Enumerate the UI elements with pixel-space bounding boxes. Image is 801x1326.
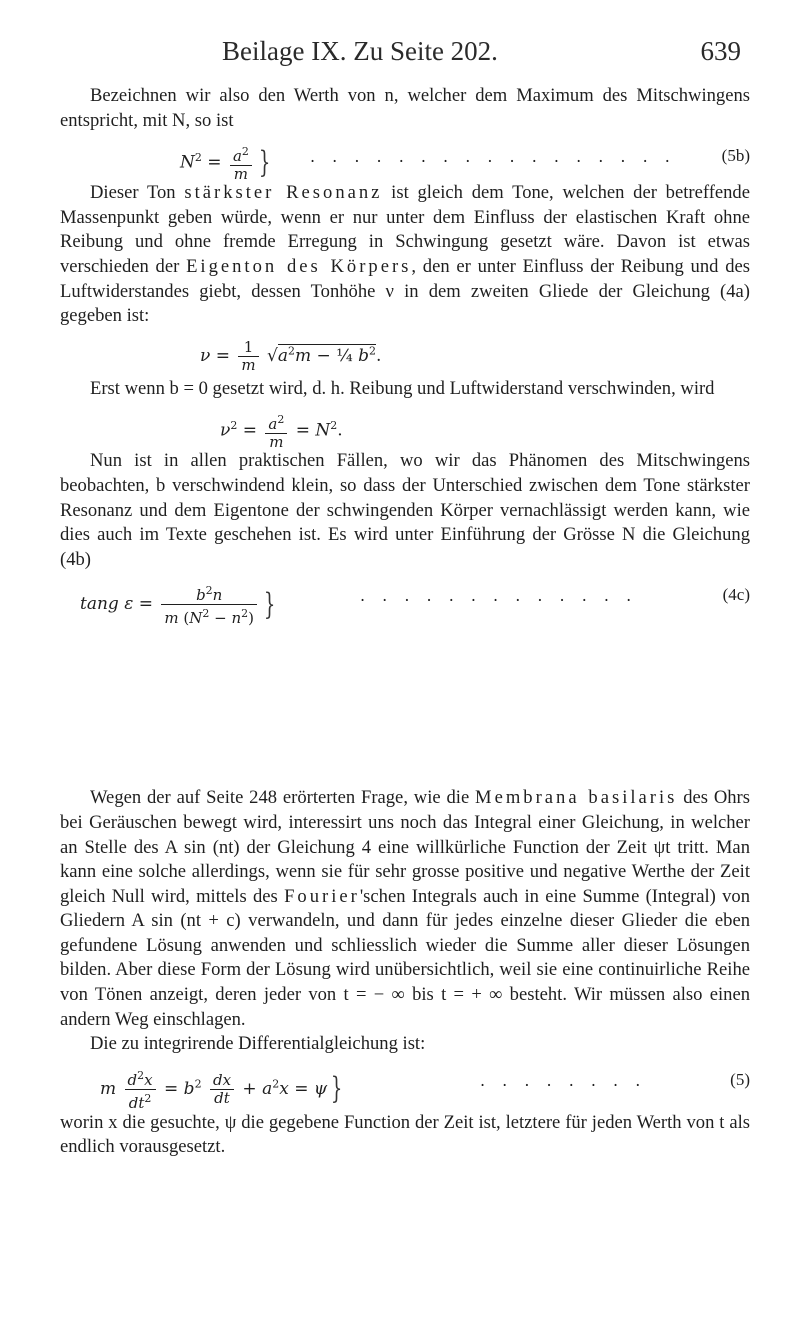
paragraph-3: Erst wenn b = 0 gesetzt wird, d. h. Reibung und Luftwiderstand verschwinden, wird — [90, 377, 715, 399]
equation-4c — [60, 572, 750, 626]
blank-space — [60, 626, 750, 786]
paragraph-1: Bezeichnen wir also den Werth von n, welcher dem Maximum des Mitschwingens entspricht, mit N, so ist — [60, 85, 750, 131]
header-title: Beilage IX. Zu Seite 202. — [222, 36, 498, 66]
equation-nu — [60, 329, 750, 377]
paragraph-4: Nun ist in allen praktischen Fällen, wo wir das Phänomen des Mitschwingens beobachten, b verschwindend klein, so dass der Unterschied zwischen dem Tone stärkster Resonanz und dem Eigentone der schwingenden Körper vernachlässigt werden kann, wie dies auch im Texte geschehen ist. Es wird unter Einführung der Grösse N die Gleichung (4b) — [60, 450, 750, 570]
equation-nu-formula: ν = $\frac{1}{m}$ $√a^2m$ − ¼ $b^2$. — [200, 337, 382, 374]
page-body — [60, 84, 750, 1160]
paragraph-7: worin x die gesuchte, ψ die gegebene Function der Zeit ist, letztere für jeden Werth von t als endlich vorausgesetzt. — [60, 1111, 750, 1158]
page-number: 639 — [700, 36, 741, 66]
equation-leader: . . . . . . . . — [480, 1070, 647, 1090]
equation-number-4c: (4c) — [722, 585, 750, 605]
spaced-term-fourier: Fourier — [284, 885, 360, 907]
paragraph-5: Wegen der auf Seite 248 erörterten Frage, wie die Membrana basilaris des Ohrs bei Geräuschen bewegt wird, interessirt uns noch das Integral einer Gleichung, in welcher an Stelle des A sin (nt) der Gleichung 4 eine willkürliche Function der Zeit ψt tritt. Man kann eine solche allerdings, wenn sie für sehr grosse positive und negative Werthe der Zeit gleich Null wird, mittels des Fourier'schen Integrals auch in eine Summe (Integral) von Gliedern A sin (nt + c) verwandeln, und dann für jedes einzelne dieser Glieder die eben gefundene Lösung anwenden und schliesslich wieder die Summe aller dieser Lösungen bilden. Aber diese Form der Lösung wird unübersichtlich, weil sie eine continuirliche Reihe von Tönen anzeigt, deren jeder von t = − ∞ bis t = + ∞ besteht. Wir müssen also einen andern Weg einschlagen. — [60, 787, 750, 1030]
paragraph-2: Dieser Ton stärkster Resonanz ist gleich dem Tone, welchen der betreffende Massenpunkt geben würde, wenn er nur unter dem Einfluss der elastischen Kraft ohne Reibung und ohne fremde Erregung in Schwingung gesetzt wäre. Davon ist etwas verschieden der Eigenton des Körpers, den er unter Einfluss der Reibung und des Luftwiderstandes giebt, dessen Tonhöhe ν in dem zweiten Gliede der Gleichung (4a) gegeben ist: — [60, 182, 750, 327]
equation-5 — [60, 1057, 750, 1111]
equation-5b-formula: $N^2$ = $\frac{a^2}{m}$ } — [180, 145, 271, 184]
equation-5-formula: m $\frac{d^2x}{dt^2}$ = $b^2$ $\frac{dx}{dt}$ + $a^2x = \psi$ } — [100, 1068, 343, 1112]
spaced-term-eigenton: Eigenton des Körpers — [186, 255, 412, 277]
equation-leader: . . . . . . . . . . . . . . . . . — [310, 147, 676, 167]
equation-5b — [60, 133, 750, 184]
equation-nu-squared — [60, 401, 750, 452]
spaced-term-membrana: Membrana basilaris — [475, 787, 678, 809]
equation-nu-squared-formula: $\nu^2$ = $\frac{a^2}{m}$ = $N^2$. — [220, 413, 343, 452]
equation-4c-formula: tang ε = $\frac{b^2n}{m (N^2 - n^2)}$ } — [80, 584, 276, 628]
paragraph-6: Die zu integrirende Differentialgleichung ist: — [90, 1033, 426, 1055]
spaced-term-resonanz: stärkster Resonanz — [184, 182, 383, 204]
running-header — [0, 30, 801, 70]
equation-number-5: (5) — [730, 1069, 750, 1089]
equation-leader: . . . . . . . . . . . . . — [360, 586, 638, 606]
equation-number-5b: (5b) — [721, 146, 750, 166]
